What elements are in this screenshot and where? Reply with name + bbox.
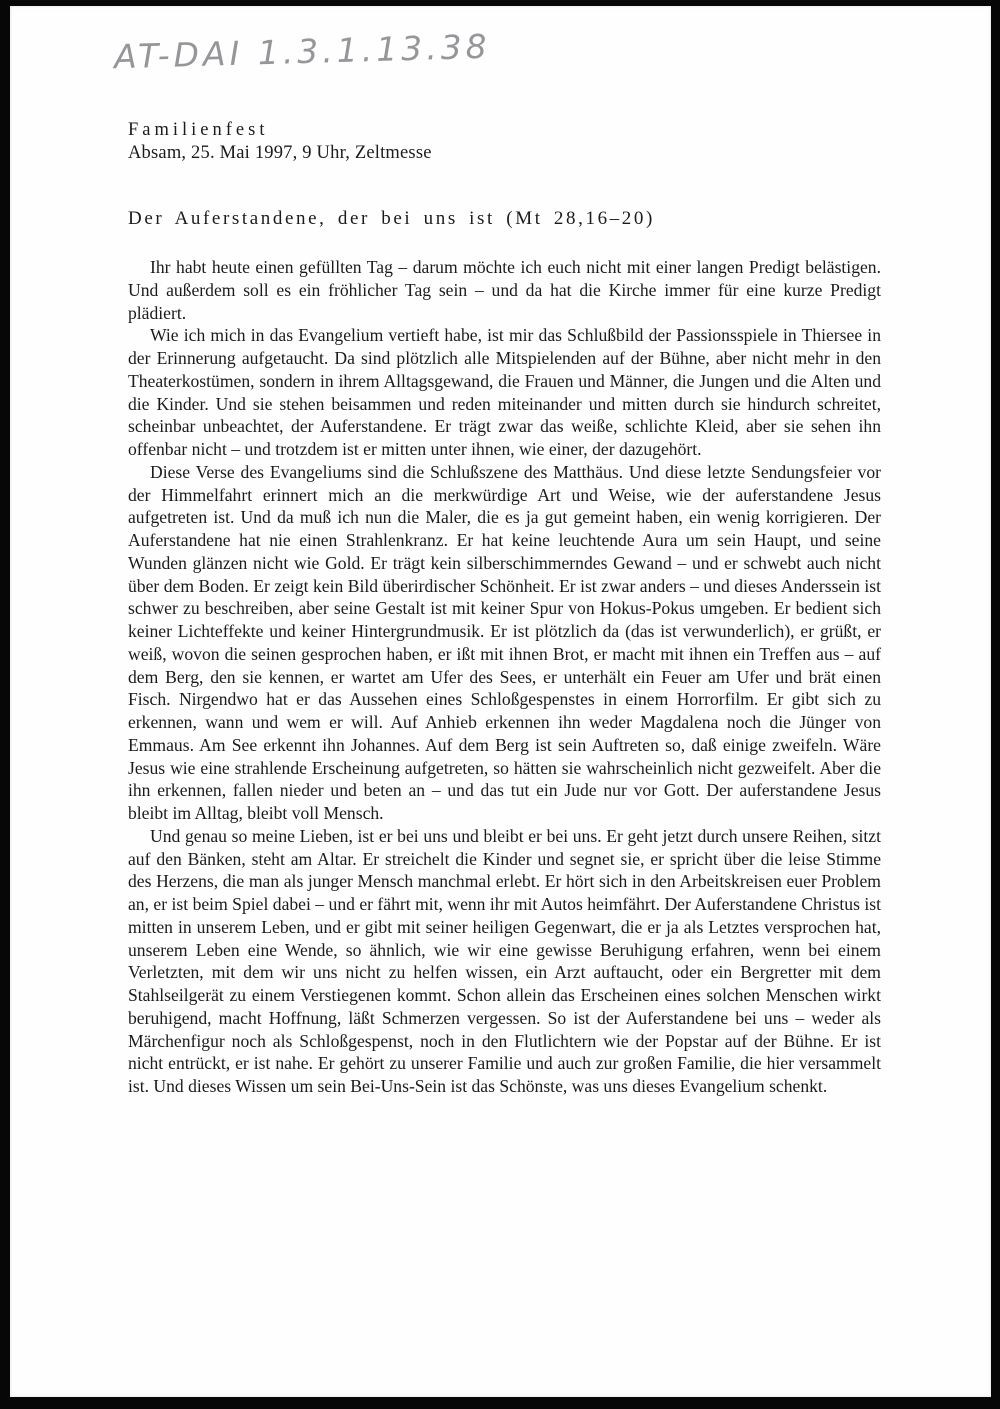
paragraph-3: Diese Verse des Evangeliums sind die Schlußszene des Matthäus. Und diese letzte Sendungsfeier vor der Himmelfahrt erinnert mich an die merkwürdige Art und Weise, wie der auferstandene Jesus aufgetreten ist. Und da muß ich nun die Maler, die es ja gut gemeint haben, ein wenig korrigieren. Der Auferstandene hat nie einen Strahlenkranz. Er hat keine leuchtende Aura um sein Haupt, und seine Wunden glänzen nicht wie Gold. Er trägt kein silberschimmerndes Gewand – und er schwebt auch nicht über dem Boden. Er zeigt kein Bild überirdischer Schönheit. Er ist zwar anders – und dieses Anderssein ist schwer zu beschreiben, aber seine Gestalt ist mit keiner Spur von Hokus-Pokus umgeben. Er bedient sich keiner Lichteffekte und keiner Hintergrundmusik. Er ist plötzlich da (das ist verwunderlich), er grüßt, er weiß, wovon die seinen gesprochen haben, er ißt mit ihnen Brot, er macht mit ihnen ein Treffen aus – auf dem Berg, den sie kennen, er wartet am Ufer des Sees, er unterhält ein Feuer am Ufer und brät einen Fisch. Nirgendwo hat er das Aussehen eines Schloßgespenstes in einem Horrorfilm. Er gibt sich zu erkennen, wann und wem er will. Auf Anhieb erkennen ihn weder Magdalena noch die Jünger von Emmaus. Am See erkennt ihn Johannes. Auf dem Berg ist sein Auftreten so, daß einige zweifeln. Wäre Jesus wie eine strahlende Erscheinung aufgetreten, so hätten sie wahrscheinlich nicht gezweifelt. Aber die ihn erkennen, fallen nieder und beten an – und das tut ein Jude nur vor Gott. Der auferstandene Jesus bleibt im Alltag, bleibt voll Mensch. — [128, 461, 881, 823]
document-page — [10, 6, 991, 1397]
document-title: Familienfest — [128, 120, 269, 140]
paragraph-1: Ihr habt heute einen gefüllten Tag – darum möchte ich euch nicht mit einer langen Predigt belästigen. Und außerdem soll es ein fröhlicher Tag sein – und da hat die Kirche immer für eine kurze Predigt plädiert. — [128, 257, 881, 323]
paragraph-2: Wie ich mich in das Evangelium vertieft habe, ist mir das Schlußbild der Passionsspiele in Thiersee in der Erinnerung aufgetaucht. Da sind plötzlich alle Mitspielenden auf der Bühne, aber nicht mehr in den Theaterkostümen, sondern in ihrem Alltagsgewand, die Frauen und Männer, die Jungen und die Alten und die Kinder. Und sie stehen beisammen und reden miteinander und mitten durch sie hindurch schreitet, scheinbar unbeachtet, der Auferstandene. Er trägt zwar das weiße, schlichte Kleid, aber sie sehen ihn offenbar nicht – und trotzdem ist er mitten unter ihnen, wie einer, der dazugehört. — [128, 325, 881, 459]
handwritten-archive-code: AT-DAI 1.3.1.13.38 — [113, 26, 492, 77]
paragraph-4: Und genau so meine Lieben, ist er bei uns und bleibt er bei uns. Er geht jetzt durch unsere Reihen, sitzt auf den Bänken, steht am Altar. Er streichelt die Kinder und segnet sie, er spricht über die leise Stimme des Herzens, die man als junger Mensch manchmal erlebt. Er hört sich in den Arbeitskreisen euer Problem an, er ist beim Spiel dabei – und er fährt mit, wenn ihr mit Autos heimfährt. Der Auferstandene Christus ist mitten in unserem Leben, und er gibt mit seiner heiligen Gegenwart, die er ja als Letztes versprochen hat, unserem Leben eine Wende, so ähnlich, wie wir eine gewisse Beruhigung erfahren, wenn bei einem Verletzten, mit dem wir uns nicht zu helfen wissen, ein Arzt auftaucht, oder ein Bergretter mit dem Stahlseilgerät zu einem Verstiegenen kommt. Schon allein das Erscheinen eines solchen Menschen wirkt beruhigend, macht Hoffnung, läßt Schmerzen vergessen. So ist der Auferstandene bei uns – weder als Märchenfigur noch als Schloßgespenst, noch in den Flutlichtern wie der Popstar auf der Bühne. Er ist nicht entrückt, er ist nahe. Er gehört zu unserer Familie und auch zur großen Familie, die hier versammelt ist. Und dieses Wissen um sein Bei-Uns-Sein ist das Schönste, was uns dieses Evangelium schenkt. — [128, 825, 881, 1096]
sermon-body — [128, 256, 881, 1098]
sermon-heading: Der Auferstandene, der bei uns ist (Mt 28,16–20) — [128, 208, 655, 229]
document-dateline: Absam, 25. Mai 1997, 9 Uhr, Zeltmesse — [128, 143, 432, 163]
